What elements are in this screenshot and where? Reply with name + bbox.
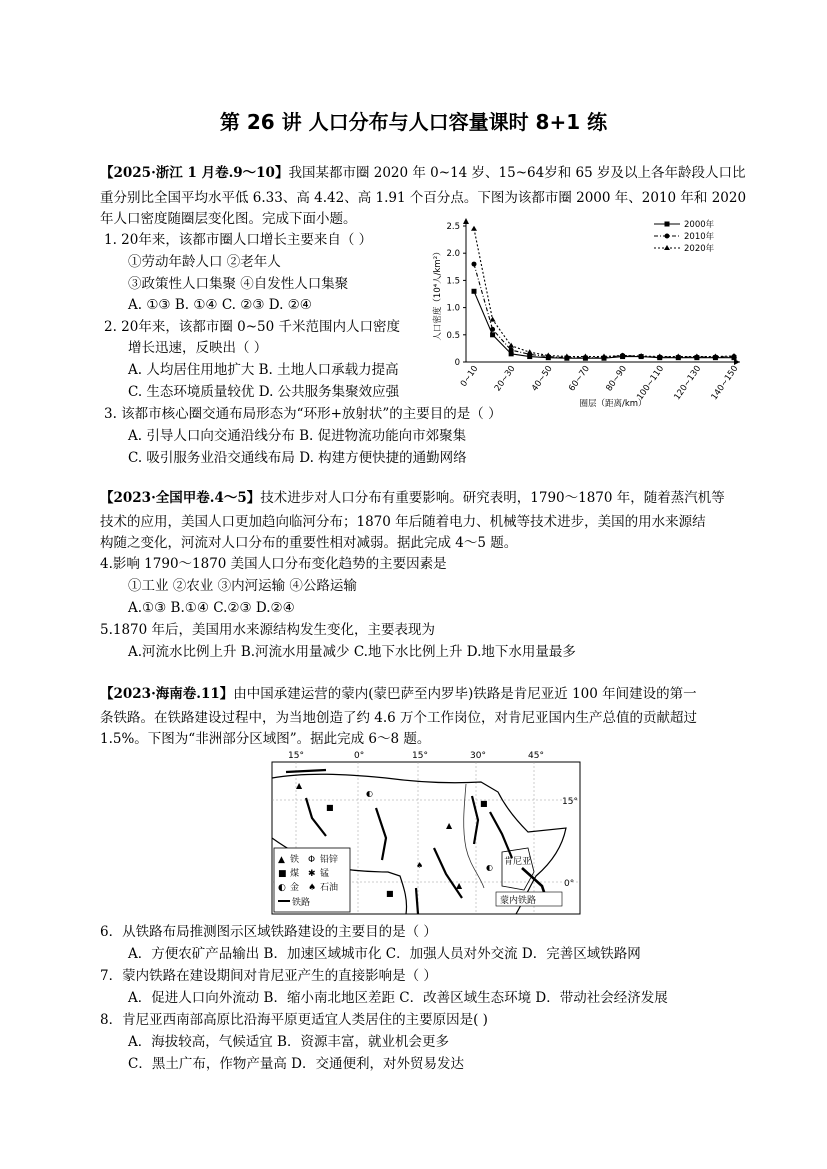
q4-stem: 4.影响 1790～1870 美国人口分布变化趋势的主要因素是 (100, 556, 447, 572)
q5-stem: 5.1870 年后，美国用水来源结构发生变化，主要表现为 (100, 622, 436, 638)
lon-label-e15: 15° (412, 751, 428, 761)
q2-stem-1: 2. 20年来，该都市圈 0~50 千米范围内人口密度 (104, 319, 401, 335)
q8-stem: 8．肯尼亚西南部高原比沿海平原更适宜人类居住的主要原因是( ) (100, 1012, 488, 1028)
point-2010 (472, 262, 477, 267)
q4-answers: A.①③ B.①④ C.②③ D.②④ (128, 600, 295, 616)
q3-options-1: A. 引导人口向交通沿线分布 B. 促进物流功能向市郊聚集 (128, 428, 467, 444)
legend-manganese-icon: ✱ (308, 869, 316, 879)
q1-answers: A. ①③ B. ①④ C. ②③ D. ②④ (128, 297, 312, 313)
x-tick-label: 20~30 (492, 363, 518, 394)
q8-options-2: C．黑土广布，作物产量高 D．交通便利，对外贸易发达 (128, 1056, 464, 1072)
q3-options-2: C. 吸引服务业沿交通线布局 D. 构建方便快捷的通勤网络 (128, 450, 467, 466)
lon-label-0: 0° (354, 751, 365, 761)
legend-leadzinc-icon: Φ (308, 855, 316, 865)
legend-iron-icon: ▲ (278, 855, 285, 865)
legend-leadzinc: 铅锌 (320, 855, 339, 865)
x-tick-label: 80~90 (604, 363, 630, 394)
x-tick-label: 120~130 (672, 363, 704, 403)
s2-intro-l1: 技术进步对人口分布有重要影响。研究表明，1790～1870 年，随着蒸汽机等 (260, 490, 725, 506)
s1-tag: 【2025·浙江 1 月卷.9～10】 (100, 165, 289, 181)
s1-intro-l1: 我国某都市圈 2020 年 0~14 岁、15~64岁和 65 岁及以上各年龄段人口比 (288, 165, 746, 181)
lon-label-w15: 15° (288, 751, 304, 761)
svg-text:■: ■ (480, 799, 488, 808)
point-2020 (471, 226, 477, 231)
s3-intro-line3: 1.5%。下图为“非洲部分区域图”。据此完成 6～8 题。 (100, 731, 431, 747)
legend-iron: 铁 (290, 855, 300, 865)
africa-map (266, 748, 590, 918)
y-axis-label: 人口密度（10⁴人/km²） (433, 247, 443, 341)
q8-options-1: A．海拔较高，气候适宜 B．资源丰富，就业机会更多 (128, 1034, 449, 1050)
y-tick-label: 2.5 (446, 222, 460, 232)
s1-intro-line1 (100, 162, 745, 184)
svg-text:▲: ▲ (456, 881, 463, 890)
q7-stem: 7．蒙内铁路在建设期间对肯尼亚产生的直接影响是（ ） (100, 968, 437, 984)
q5-options: A.河流水比例上升 B.河流水用量减少 C.地下水比例上升 D.地下水用量最多 (128, 644, 576, 660)
y-tick-label: 2.0 (446, 249, 460, 260)
q2-stem-2: 增长迅速，反映出（ ） (128, 340, 268, 356)
q7-options: A．促进人口向外流动 B．缩小南北地区差距 C．改善区域生态环境 D．带动社会经济发展 (128, 990, 668, 1006)
legend-label: 2000年 (684, 220, 715, 230)
q6-options: A．方便农矿产品输出 B．加速区域城市化 C．加强人员对外交流 D．完善区域铁路网 (128, 946, 641, 962)
lat-label-15: 15° (562, 797, 578, 807)
svg-text:▲: ▲ (446, 821, 453, 830)
s2-intro-line2: 技术的应用，美国人口更加趋向临河分布；1870 年后随着电力、机械等技术进步，美国的用水来源结 (100, 514, 706, 530)
s1-intro-line2: 重分别比全国平均水平低 6.33、高 4.42、高 1.91 个百分点。下图为该都市圈 2000 年、2010 年和 2020 (100, 190, 747, 206)
x-tick-label: 0~10 (458, 363, 481, 389)
point-2010 (490, 327, 495, 332)
point-2020 (490, 317, 496, 322)
svg-text:◐: ◐ (366, 789, 373, 798)
legend-label: 2020年 (684, 244, 715, 254)
q1-stem: 1. 20年来，该都市圈人口增长主要来自（ ） (104, 232, 373, 248)
legend-coal-icon: ■ (278, 869, 287, 879)
point-2010 (509, 348, 514, 353)
legend-marker (664, 245, 670, 250)
s3-intro-line1 (100, 683, 697, 705)
chart-legend (654, 219, 715, 254)
y-tick-label: 1.0 (446, 303, 460, 314)
legend-railway: 铁路 (292, 898, 311, 908)
x-tick-label: 40~50 (530, 363, 555, 394)
lon-label-e45: 45° (528, 751, 544, 761)
point-2000 (472, 289, 477, 294)
point-2020 (527, 349, 533, 354)
s3-intro-line2: 条铁路。在铁路建设过程中，为当地创造了约 4.6 万个工作岗位，对肯尼亚国内生产总值的贡献超过 (100, 710, 698, 726)
page-title: 第 26 讲 人口分布与人口容量课时 8+1 练 (219, 110, 608, 134)
legend-oil: 石油 (320, 883, 339, 893)
svg-text:♠: ♠ (416, 861, 424, 870)
q6-stem: 6．从铁路布局推测图示区域铁路建设的主要目的是（ ） (100, 924, 437, 940)
legend-gold-icon: ◐ (278, 883, 286, 893)
s3-intro-l1: 由中国承建运营的蒙内(蒙巴萨至内罗毕)铁路是肯尼亚近 100 年间建设的第一 (233, 686, 697, 702)
q3-stem: 3. 该都市核心圈交通布局形态为“环形+放射状”的主要目的是（ ） (104, 406, 502, 422)
legend-marker (665, 222, 670, 227)
y-tick-label: 0 (454, 358, 460, 368)
s2-intro-line1 (100, 487, 725, 509)
q1-options-1: ①劳动年龄人口 ②老年人 (128, 254, 281, 270)
svg-text:■: ■ (326, 803, 334, 812)
svg-text:◐: ◐ (486, 863, 493, 872)
series-line-0 (474, 291, 734, 358)
svg-text:▲: ▲ (296, 781, 303, 790)
legend-marker (665, 234, 670, 239)
legend-coal: 煤 (290, 869, 300, 879)
q1-options-2: ③政策性人口集聚 ④自发性人口集聚 (128, 276, 349, 292)
series-line-1 (474, 264, 734, 358)
x-axis-label: 圈层（距离/km） (579, 399, 647, 408)
lon-label-e30: 30° (470, 751, 486, 761)
s1-intro-line3: 年人口密度随圈层变化图。完成下面小题。 (100, 211, 357, 227)
s2-tag: 【2023·全国甲卷.4～5】 (100, 490, 261, 506)
s2-intro-line3: 构随之变化，河流对人口分布的重要性相对减弱。据此完成 4～5 题。 (100, 535, 518, 551)
legend-label: 2010年 (684, 232, 715, 242)
x-tick-label: 140~150 (709, 363, 741, 403)
s3-tag: 【2023·海南卷.11】 (100, 686, 234, 702)
x-tick-label: 60~70 (567, 363, 592, 394)
point-2000 (490, 332, 495, 337)
q2-options-2: C. 生态环境质量较优 D. 公共服务集聚效应强 (128, 384, 400, 400)
kenya-label: 肯尼亚 (504, 857, 532, 867)
population-density-chart (418, 212, 748, 408)
y-tick-label: 1.5 (446, 276, 460, 287)
y-axis-arrow (463, 218, 469, 224)
legend-manganese: 锰 (320, 869, 330, 879)
legend-oil-icon: ♠ (308, 883, 317, 893)
q2-options-1: A. 人均居住用地扩大 B. 土地人口承载力提高 (128, 362, 399, 378)
x-tick-label: 100~110 (635, 363, 667, 403)
lat-label-0: 0° (564, 879, 575, 889)
y-tick-label: 0.5 (446, 330, 460, 341)
svg-text:■: ■ (386, 889, 394, 898)
legend-gold: 金 (290, 883, 300, 893)
railway-label: 蒙内铁路 (500, 896, 537, 906)
q4-options: ①工业 ②农业 ③内河运输 ④公路运输 (128, 578, 357, 594)
